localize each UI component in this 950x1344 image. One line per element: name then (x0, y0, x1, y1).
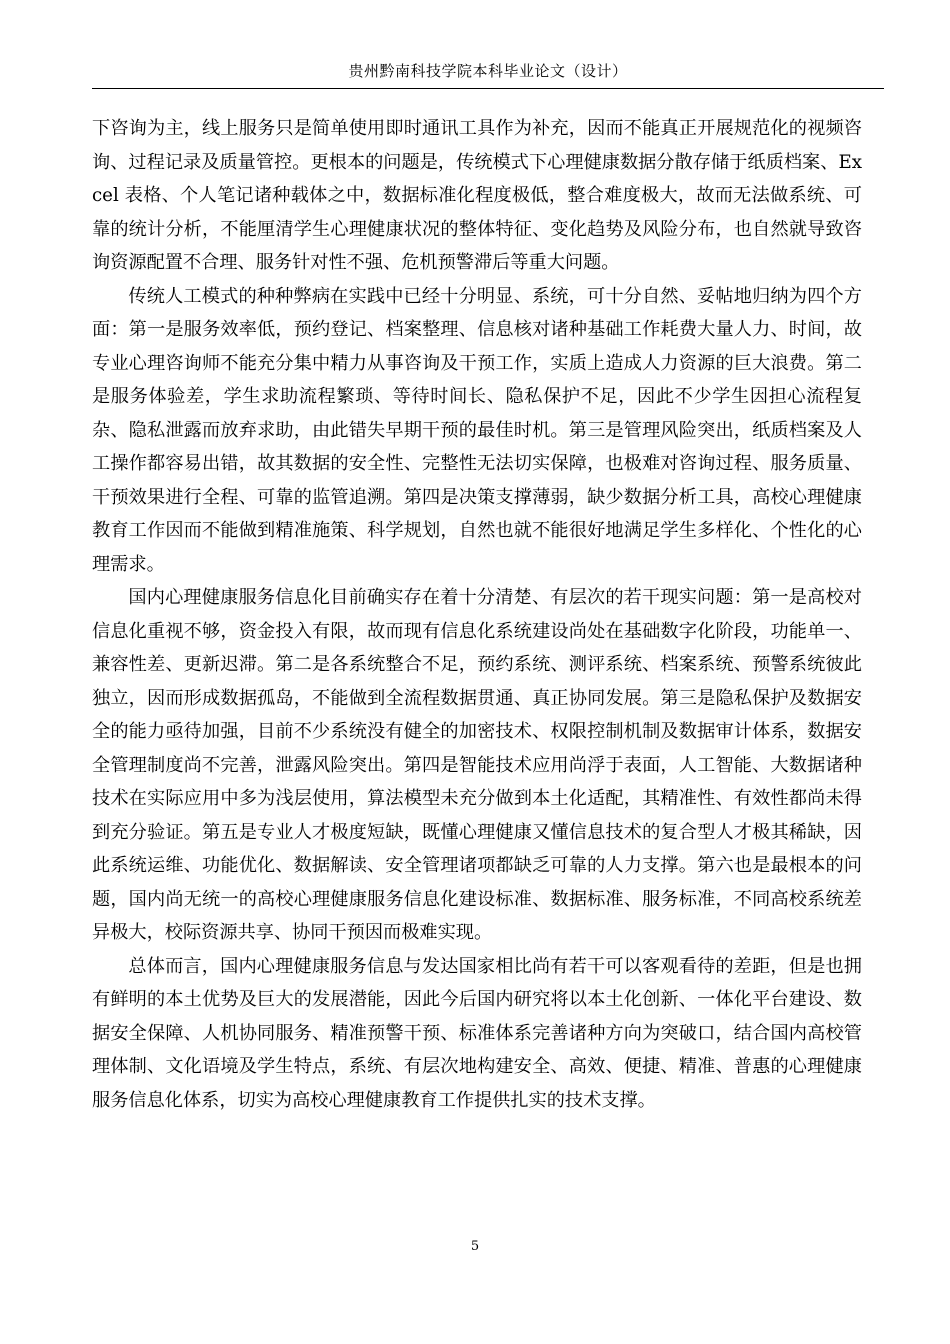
paragraph-domestic-problems: 国内心理健康服务信息化目前确实存在着十分清楚、有层次的若干现实问题：第一是高校对信息化重视不够，资金投入有限，故而现有信息化系统建设尚处在基础数字化阶段，功能单一、兼容性差、更新迟滞。第二是各系统整合不足，预约系统、测评系统、档案系统、预警系统彼此独立，因而形成数据孤岛，不能做到全流程数据贯通、真正协同发展。第三是隐私保护及数据安全的能力亟待加强，目前不少系统没有健全的加密技术、权限控制机制及数据审计体系，数据安全管理制度尚不完善，泄露风险突出。第四是智能技术应用尚浮于表面，人工智能、大数据诸种技术在实际应用中多为浅层使用，算法模型未充分做到本土化适配，其精准性、有效性都尚未得到充分验证。第五是专业人才极度短缺，既懂心理健康又懂信息技术的复合型人才极其稀缺，因此系统运维、功能优化、数据解读、安全管理诸项都缺乏可靠的人力支撑。第六也是最根本的问题，国内尚无统一的高校心理健康服务信息化建设标准、数据标准、服务标准，不同高校系统差异极大，校际资源共享、协同干预因而极难实现。 (92, 587, 862, 943)
paragraph-traditional-mode-issues: 传统人工模式的种种弊病在实践中已经十分明显、系统，可十分自然、妥帖地归纳为四个方面：第一是服务效率低，预约登记、档案整理、信息核对诸种基础工作耗费大量人力、时间，故专业心理咨询师不能充分集中精力从事咨询及干预工作，实质上造成人力资源的巨大浪费。第二是服务体验差，学生求助流程繁琐、等待时间长、隐私保护不足，因此不少学生因担心流程复杂、隐私泄露而放弃求助，由此错失早期干预的最佳时机。第三是管理风险突出，纸质档案及人工操作都容易出错，故其数据的安全性、完整性无法切实保障，也极难对咨询过程、服务质量、干预效果进行全程、可靠的监管追溯。第四是决策支撑薄弱，缺少数据分析工具，高校心理健康教育工作因而不能做到精准施策、科学规划，自然也就不能很好地满足学生多样化、个性化的心理需求。 (92, 285, 862, 575)
header-divider (92, 88, 884, 89)
document-body (92, 112, 862, 1117)
paragraph-summary: 总体而言，国内心理健康服务信息与发达国家相比尚有若干可以客观看待的差距，但是也拥有鲜明的本土优势及巨大的发展潜能，因此今后国内研究将以本土化创新、一体化平台建设、数据安全保障、人机协同服务、精准预警干预、标准体系完善诸种方向为突破口，结合国内高校管理体制、文化语境及学生特点，系统、有层次地构建安全、高效、便捷、精准、普惠的心理健康服务信息化体系，切实为高校心理健康教育工作提供扎实的技术支撑。 (92, 955, 862, 1111)
page-number: 5 (470, 1239, 480, 1254)
page-header-title: 贵州黔南科技学院本科毕业论文（设计） (348, 62, 628, 80)
paragraph-continuation: 下咨询为主，线上服务只是简单使用即时通讯工具作为补充，因而不能真正开展规范化的视频咨询、过程记录及质量管控。更根本的问题是，传统模式下心理健康数据分散存储于纸质档案、Excel 表格、个人笔记诸种载体之中，数据标准化程度极低，整合难度极大，故而无法做系统、可靠的统计分析，不能厘清学生心理健康状况的整体特征、变化趋势及风险分布，也自然就导致咨询资源配置不合理、服务针对性不强、危机预警滞后等重大问题。 (92, 118, 862, 273)
